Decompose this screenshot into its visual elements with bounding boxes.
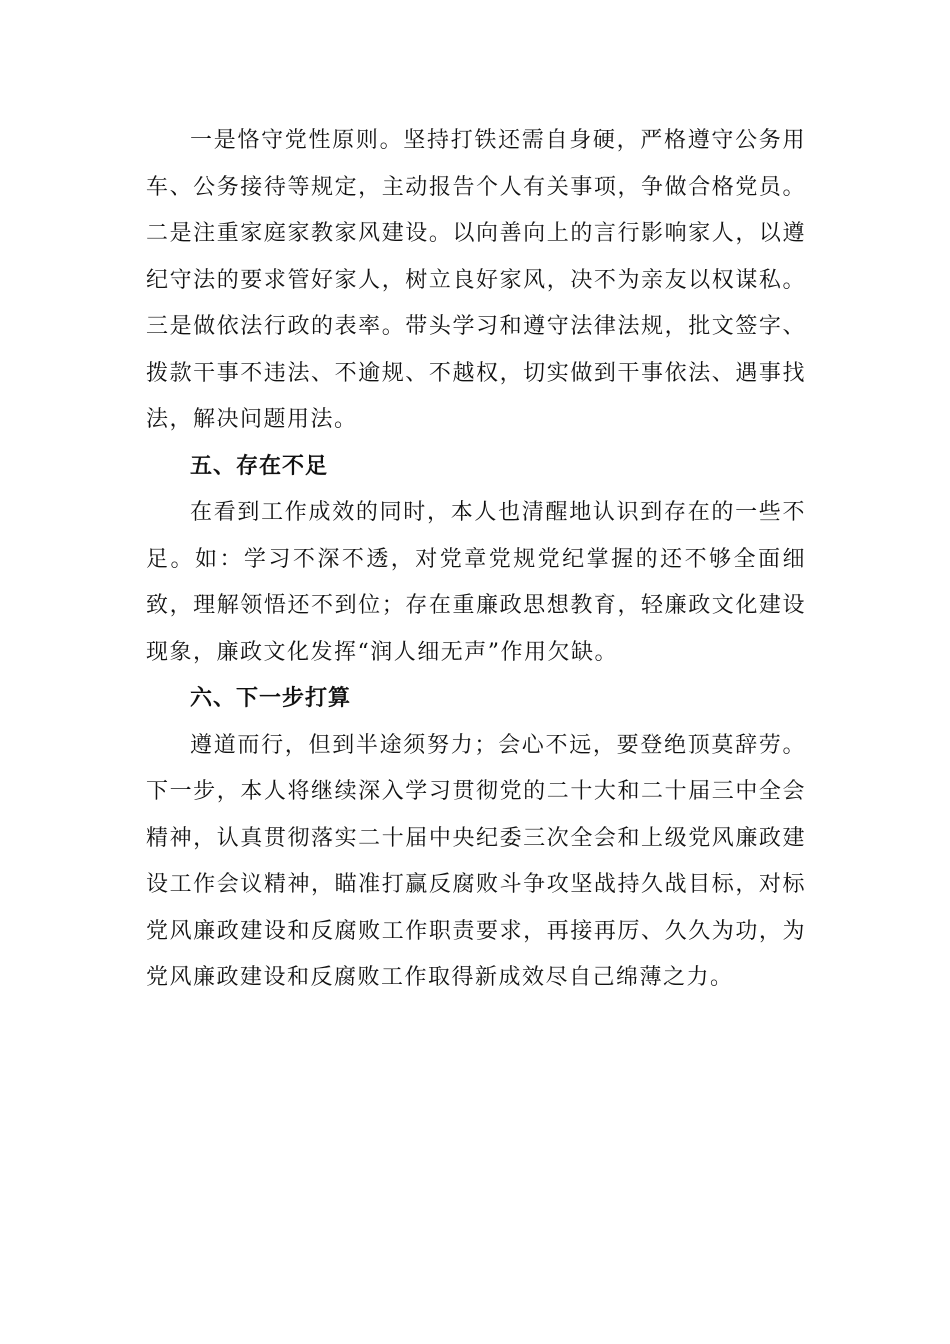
paragraph-next-steps: 遵道而行，但到半途须努力；会心不远，要登绝顶莫辞劳。下一步，本人将继续深入学习贯彻党的二十大和二十届三中全会精神，认真贯彻落实二十届中央纪委三次全会和上级党风廉政建设工作会议精神，瞄准打赢反腐败斗争攻坚战持久战目标，对标党风廉政建设和反腐败工作职责要求，再接再厉、久久为功，为党风廉政建设和反腐败工作取得新成效尽自己绵薄之力。 [146, 732, 806, 990]
paragraph-shortcomings: 在看到工作成效的同时，本人也清醒地认识到存在的一些不足。如：学习不深不透，对党章党规党纪掌握的还不够全面细致，理解领悟还不到位；存在重廉政思想教育，轻廉政文化建设现象，廉政文化发挥“润人细无声”作用欠缺。 [146, 500, 806, 665]
paragraph-party-discipline: 一是恪守党性原则。坚持打铁还需自身硬，严格遵守公务用车、公务接待等规定，主动报告个人有关事项，争做合格党员。二是注重家庭家教家风建设。以向善向上的言行影响家人，以遵纪守法的要求管好家人，树立良好家风，决不为亲友以权谋私。三是做依法行政的表率。带头学习和遵守法律法规，批文签字、拨款干事不违法、不逾规、不越权，切实做到干事依法、遇事找法，解决问题用法。 [146, 128, 806, 432]
section-heading-next-steps: 六、下一步打算 [190, 686, 352, 711]
section-heading-shortcomings: 五、存在不足 [190, 453, 329, 479]
document-body [146, 118, 806, 1002]
